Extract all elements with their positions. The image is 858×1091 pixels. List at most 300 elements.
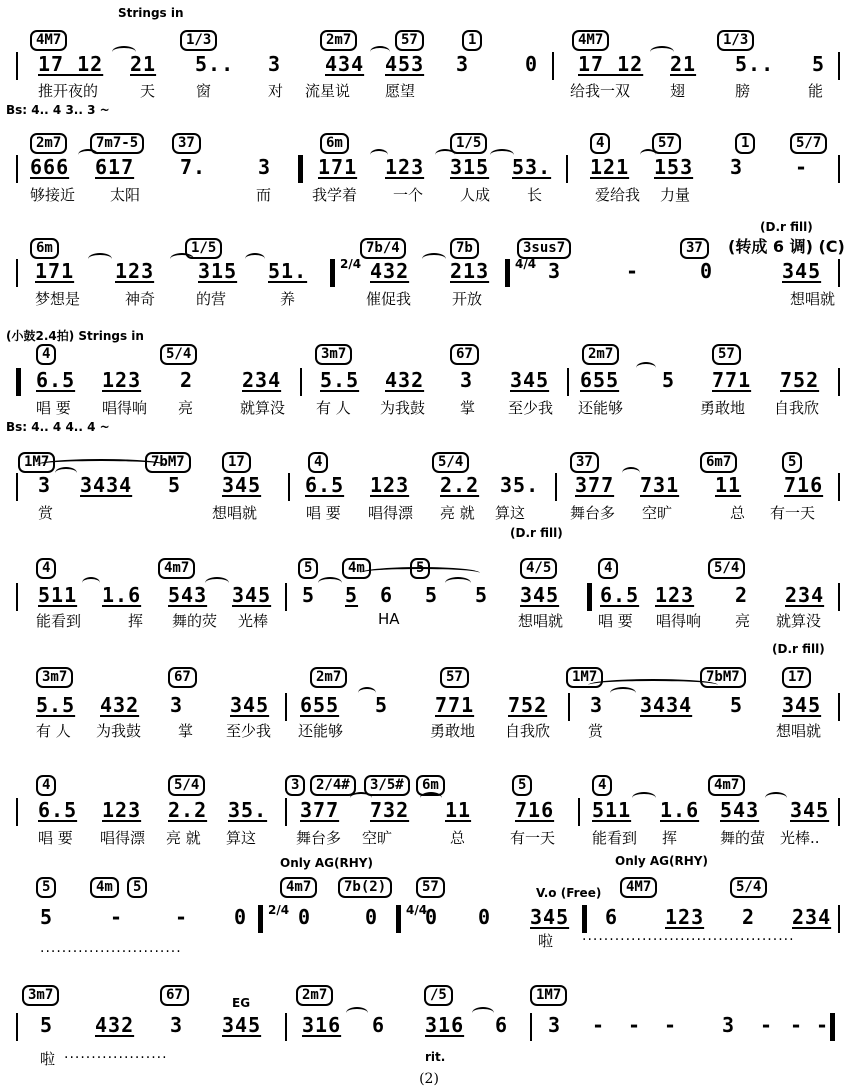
chord-symbol: 1: [462, 30, 482, 51]
barline: [16, 473, 18, 501]
tie-arc: [205, 577, 229, 589]
lyric-text: 爱给我: [595, 186, 641, 204]
lyric-text: 天: [140, 82, 156, 100]
barline: [838, 52, 840, 80]
lyric-text: 掌: [178, 722, 194, 740]
guitar-note: EG: [232, 996, 251, 1010]
chord-symbol: 4: [36, 558, 56, 579]
note-group: 35.: [228, 798, 268, 822]
chord-symbol: 3: [285, 775, 305, 796]
note-group: 6: [605, 905, 619, 929]
tie-arc: [88, 253, 112, 265]
tie-arc: [640, 149, 656, 161]
note-group: 345: [510, 368, 550, 392]
chord-symbol: 5/4: [708, 558, 745, 579]
lyric-text: 掌: [460, 399, 476, 417]
lyric-text: 自我欣: [774, 399, 820, 417]
tie-arc: [472, 1007, 494, 1019]
chord-symbol: 37: [680, 238, 709, 259]
note-group: 316: [302, 1013, 342, 1037]
barline: [552, 52, 554, 80]
note-group: 432: [100, 693, 140, 717]
note-group: 655: [580, 368, 620, 392]
chord-symbol: 6m: [30, 238, 59, 259]
note-group: 123: [115, 259, 155, 283]
note-group: 0: [478, 905, 492, 929]
ellipsis-dots: ...................: [64, 1046, 168, 1062]
note-group: 1.6: [102, 583, 142, 607]
tie-arc: [170, 253, 194, 265]
lyric-text: 就算没: [240, 399, 286, 417]
lyric-text: 唱得响: [656, 612, 702, 630]
chord-symbol: 3m7: [22, 985, 59, 1006]
note-group: 123: [370, 473, 410, 497]
note-group: 0: [700, 259, 714, 283]
lyric-text: 流星说: [305, 82, 351, 100]
lyric-text: 有一天: [770, 504, 816, 522]
note-group: 2.2: [168, 798, 208, 822]
page-number: (2): [419, 1071, 439, 1087]
note-group: 732: [370, 798, 410, 822]
note-group: 153: [654, 155, 694, 179]
barline: [285, 798, 287, 826]
double-barline: [587, 583, 592, 611]
note-group: 3: [548, 1013, 562, 1037]
note-group: 11: [715, 473, 742, 497]
barline: [567, 368, 569, 396]
lyric-text: 唱 要: [306, 504, 341, 522]
note-group: 432: [370, 259, 410, 283]
lyric-text: 愿望: [385, 82, 416, 100]
tie-arc: [318, 577, 342, 589]
note-group: 53.: [512, 155, 552, 179]
chord-symbol: 4: [36, 344, 56, 365]
barline: [838, 368, 840, 396]
note-group: 345: [230, 693, 270, 717]
barline: [16, 583, 18, 611]
note-group: 377: [575, 473, 615, 497]
barline: [285, 1013, 287, 1041]
note-group: 123: [102, 368, 142, 392]
double-barline: [396, 905, 401, 933]
lyric-text: 唱 要: [38, 829, 73, 847]
note-group: 315: [450, 155, 490, 179]
lyric-text: 亮 就: [440, 504, 475, 522]
lyric-text: 唱得漂: [368, 504, 414, 522]
note-group: -: [790, 1013, 804, 1037]
lyric-text: 至少我: [508, 399, 554, 417]
double-barline: [330, 259, 335, 287]
note-group: 731: [640, 473, 680, 497]
lyric-text: 舞台多: [570, 504, 616, 522]
lyric-text: 窗: [196, 82, 212, 100]
chord-symbol: 3sus7: [517, 238, 571, 259]
chord-symbol: /5: [424, 985, 453, 1006]
chord-symbol: 1: [735, 133, 755, 154]
lyric-text: 梦想是: [35, 290, 81, 308]
tie-arc: [490, 149, 514, 161]
chord-symbol: 5/7: [790, 133, 827, 154]
note-group: 453: [385, 52, 425, 76]
tie-arc: [370, 46, 390, 58]
note-group: 655: [300, 693, 340, 717]
note-group: 345: [222, 1013, 262, 1037]
note-group: 123: [102, 798, 142, 822]
barline: [838, 583, 840, 611]
note-group: 11: [445, 798, 472, 822]
note-group: 3: [456, 52, 470, 76]
tie-arc: [82, 577, 100, 589]
chord-symbol: 5: [512, 775, 532, 796]
lyric-text: 有 人: [316, 399, 351, 417]
chord-symbol: 57: [440, 667, 469, 688]
lyric-text: 想唱就: [212, 504, 258, 522]
note-group: 123: [655, 583, 695, 607]
note-group: 3: [38, 473, 52, 497]
tie-arc: [350, 792, 372, 804]
note-group: 2: [180, 368, 194, 392]
note-group: 1.6: [660, 798, 700, 822]
ritardando-label: rit.: [425, 1050, 446, 1064]
chord-symbol: 3/5#: [364, 775, 410, 796]
lyric-text: 光棒..: [780, 829, 820, 847]
note-group: 511: [38, 583, 78, 607]
lyric-text: 有 人: [36, 722, 71, 740]
lyric-text: HA: [378, 610, 400, 628]
note-group: 17 12: [38, 52, 104, 76]
note-group: 5: [425, 583, 439, 607]
note-group: 5: [345, 583, 359, 607]
lyric-text: 唱得漂: [100, 829, 146, 847]
lyric-text: 想唱就: [776, 722, 822, 740]
barline: [285, 693, 287, 721]
lyric-text: 还能够: [578, 399, 624, 417]
lyric-text: 舞台多: [296, 829, 342, 847]
tie-arc: [358, 687, 376, 699]
lyric-text: 催促我: [366, 290, 412, 308]
lyric-text: 总: [730, 504, 746, 522]
chord-symbol: 37: [172, 133, 201, 154]
note-group: 5: [475, 583, 489, 607]
chord-symbol: 4: [592, 775, 612, 796]
note-group: -: [816, 1013, 830, 1037]
lyric-text: 光棒: [238, 612, 269, 630]
chord-symbol: 5: [127, 877, 147, 898]
chord-symbol: 5/4: [432, 452, 469, 473]
note-group: -: [175, 905, 189, 929]
barline: [16, 52, 18, 80]
chord-symbol: 67: [450, 344, 479, 365]
barline: [578, 798, 580, 826]
note-group: 6.5: [600, 583, 640, 607]
note-group: 3434: [640, 693, 693, 717]
note-group: 432: [95, 1013, 135, 1037]
lyric-text: 为我鼓: [380, 399, 426, 417]
lyric-text: 挥: [128, 612, 144, 630]
note-group: 234: [242, 368, 282, 392]
drum-fill-label: (D.r fill): [510, 526, 563, 540]
barline: [16, 155, 18, 183]
note-group: 3: [722, 1013, 736, 1037]
lyric-text: 亮 就: [166, 829, 201, 847]
lyric-text: 我学着: [312, 186, 358, 204]
lyric-text: 勇敢地: [430, 722, 476, 740]
chord-symbol: 1M7: [18, 452, 55, 473]
lyric-text: 舞的萤: [720, 829, 766, 847]
chord-symbol: 5: [410, 558, 430, 579]
chord-symbol: 17: [782, 667, 811, 688]
barline: [838, 259, 840, 287]
chord-symbol: 2m7: [296, 985, 333, 1006]
note-group: 3: [258, 155, 272, 179]
barline: [568, 693, 570, 721]
note-group: -: [110, 905, 124, 929]
chord-symbol: 6m: [416, 775, 445, 796]
note-group: 6: [372, 1013, 386, 1037]
note-group: 511: [592, 798, 632, 822]
barline: [16, 259, 18, 287]
time-signature: 4/4: [515, 257, 537, 271]
note-group: 543: [720, 798, 760, 822]
lyric-text: 亮: [735, 612, 751, 630]
chord-symbol: 4: [36, 775, 56, 796]
note-group: -: [592, 1013, 606, 1037]
note-group: 345: [232, 583, 272, 607]
lyric-text: 膀: [735, 82, 751, 100]
barline: [838, 905, 840, 933]
note-group: 213: [450, 259, 490, 283]
double-barline: [258, 905, 263, 933]
note-group: 345: [520, 583, 560, 607]
tie-arc: [36, 459, 166, 471]
barline: [300, 368, 302, 396]
note-group: 316: [425, 1013, 465, 1037]
lyric-text: 对: [268, 82, 284, 100]
chord-symbol: 1/3: [180, 30, 217, 51]
note-group: 6.5: [38, 798, 78, 822]
note-group: 5: [375, 693, 389, 717]
chord-symbol: 7bM7: [145, 452, 191, 473]
lyric-text: 想唱就: [518, 612, 564, 630]
note-group: 5: [812, 52, 826, 76]
bass-line: Bs: 4.. 4 3.. 3 ~: [6, 103, 110, 117]
lyric-text: 赏: [588, 722, 604, 740]
note-group: 432: [385, 368, 425, 392]
note-group: -: [628, 1013, 642, 1037]
lyric-text: 人成: [460, 186, 491, 204]
chord-symbol: 2m7: [582, 344, 619, 365]
lyric-text: 够接近: [30, 186, 76, 204]
tie-arc: [420, 792, 442, 804]
note-group: -: [626, 259, 640, 283]
note-group: 3: [170, 1013, 184, 1037]
lyric-text: 能看到: [592, 829, 638, 847]
drum-fill-label: (D.r fill): [760, 220, 813, 234]
chord-symbol: 7bM7: [700, 667, 746, 688]
chord-symbol: 4m7: [708, 775, 745, 796]
note-group: 345: [790, 798, 830, 822]
modulation-label: (转成 6 调) (C): [728, 237, 845, 256]
lyric-text: 至少我: [226, 722, 272, 740]
barline: [16, 798, 18, 826]
note-group: 35.: [500, 473, 540, 497]
lyric-text: 总: [450, 829, 466, 847]
note-group: 3: [590, 693, 604, 717]
lyric-text: 能: [808, 82, 824, 100]
chord-symbol: 1M7: [566, 667, 603, 688]
lyric-text: 的营: [196, 290, 227, 308]
note-group: 345: [782, 259, 822, 283]
tie-arc: [346, 1007, 368, 1019]
note-group: 315: [198, 259, 238, 283]
lyric-text: 自我欣: [505, 722, 551, 740]
lyric-text: 翅: [670, 82, 686, 100]
chord-symbol: 57: [652, 133, 681, 154]
note-group: 21: [670, 52, 697, 76]
chord-symbol: 4: [590, 133, 610, 154]
lyric-text: 有一天: [510, 829, 556, 847]
tie-arc: [445, 577, 471, 589]
chord-symbol: 3m7: [315, 344, 352, 365]
note-group: 3: [548, 259, 562, 283]
note-group: 121: [590, 155, 630, 179]
double-barline: [582, 905, 587, 933]
lyric-text: 唱 要: [36, 399, 71, 417]
lyric-text: 养: [280, 290, 296, 308]
note-group: 0: [425, 905, 439, 929]
chord-symbol: 57: [395, 30, 424, 51]
note-group: 0: [525, 52, 539, 76]
note-group: 3: [170, 693, 184, 717]
chord-symbol: 7b: [450, 238, 479, 259]
lyric-text: 赏: [38, 504, 54, 522]
note-group: 752: [508, 693, 548, 717]
barline: [838, 798, 840, 826]
note-group: 752: [780, 368, 820, 392]
lyric-text: 算这: [226, 829, 257, 847]
note-group: 3: [268, 52, 282, 76]
note-group: 234: [785, 583, 825, 607]
guitar-note: Only AG(RHY): [615, 854, 708, 868]
chord-symbol: 3m7: [36, 667, 73, 688]
chord-symbol: 4/5: [520, 558, 557, 579]
lyric-text: 能看到: [36, 612, 82, 630]
chord-symbol: 5: [782, 452, 802, 473]
lyric-text: 推开夜的: [38, 82, 99, 100]
time-signature: 2/4: [268, 903, 290, 917]
chord-symbol: 37: [570, 452, 599, 473]
note-group: 543: [168, 583, 208, 607]
lyric-text: 太阳: [110, 186, 141, 204]
chord-symbol: 7m7-5: [90, 133, 144, 154]
chord-symbol: 4m: [342, 558, 371, 579]
bass-line: Bs: 4.. 4 4.. 4 ~: [6, 420, 110, 434]
lyric-text: 给我一双: [570, 82, 631, 100]
lyric-text: 舞的荧: [172, 612, 218, 630]
tie-arc: [370, 149, 388, 161]
note-group: 6: [380, 583, 394, 607]
time-signature: 4/4: [406, 903, 428, 917]
chord-symbol: 57: [712, 344, 741, 365]
note-group: 2: [735, 583, 749, 607]
note-group: 3: [460, 368, 474, 392]
guitar-note: Only AG(RHY): [280, 856, 373, 870]
note-group: 6.5: [36, 368, 76, 392]
lyric-text: 神奇: [125, 290, 156, 308]
chord-symbol: 5/4: [168, 775, 205, 796]
note-group: 5..: [195, 52, 235, 76]
note-group: 7.: [180, 155, 207, 179]
note-group: 5..: [735, 52, 775, 76]
note-group: 666: [30, 155, 70, 179]
lyric-text: 算这: [495, 504, 526, 522]
note-group: 171: [35, 259, 75, 283]
tie-arc: [636, 362, 656, 374]
chord-symbol: 4m7: [158, 558, 195, 579]
note-group: 2.2: [440, 473, 480, 497]
tie-arc: [435, 149, 455, 161]
lyric-text: 长: [527, 186, 543, 204]
time-signature: 2/4: [340, 257, 362, 271]
chord-symbol: 5: [298, 558, 318, 579]
chord-symbol: 2m7: [320, 30, 357, 51]
lyric-text: 想唱就: [790, 290, 836, 308]
note-group: 171: [318, 155, 358, 179]
note-group: 0: [234, 905, 248, 929]
note-group: 3: [730, 155, 744, 179]
note-group: 234: [792, 905, 832, 929]
note-group: 3434: [80, 473, 133, 497]
chord-symbol: 4M7: [572, 30, 609, 51]
note-group: 345: [222, 473, 262, 497]
note-group: -: [664, 1013, 678, 1037]
note-group: 5.5: [36, 693, 76, 717]
chord-symbol: 4: [598, 558, 618, 579]
chord-symbol: 4M7: [620, 877, 657, 898]
chord-symbol: 5/4: [160, 344, 197, 365]
tie-arc: [622, 467, 640, 479]
lyric-text: 空旷: [362, 829, 393, 847]
lyric-text: 啦: [538, 932, 554, 950]
double-barline: [505, 259, 510, 287]
lyric-text: 亮: [178, 399, 194, 417]
ellipsis-dots: ..........................: [40, 940, 182, 956]
barline: [838, 693, 840, 721]
note-group: 716: [784, 473, 824, 497]
chord-symbol: 7b/4: [360, 238, 406, 259]
note-group: 51.: [268, 259, 308, 283]
strings-in-label: (小鼓2.4拍) Strings in: [6, 329, 144, 343]
lyric-text: 啦: [40, 1050, 56, 1068]
tie-arc: [112, 46, 136, 58]
lyric-text: 为我鼓: [96, 722, 142, 740]
note-group: 5: [662, 368, 676, 392]
note-group: 5.5: [320, 368, 360, 392]
chord-symbol: 1/5: [450, 133, 487, 154]
chord-symbol: 6m: [320, 133, 349, 154]
note-group: 617: [95, 155, 135, 179]
note-group: 6.5: [305, 473, 345, 497]
strings-in-label: Strings in: [118, 6, 184, 20]
double-barline: [298, 155, 303, 183]
note-group: 2: [742, 905, 756, 929]
chord-symbol: 5: [36, 877, 56, 898]
tie-arc: [650, 46, 674, 58]
chord-symbol: 1M7: [530, 985, 567, 1006]
note-group: 0: [365, 905, 379, 929]
chord-symbol: 4: [308, 452, 328, 473]
barline: [566, 155, 568, 183]
